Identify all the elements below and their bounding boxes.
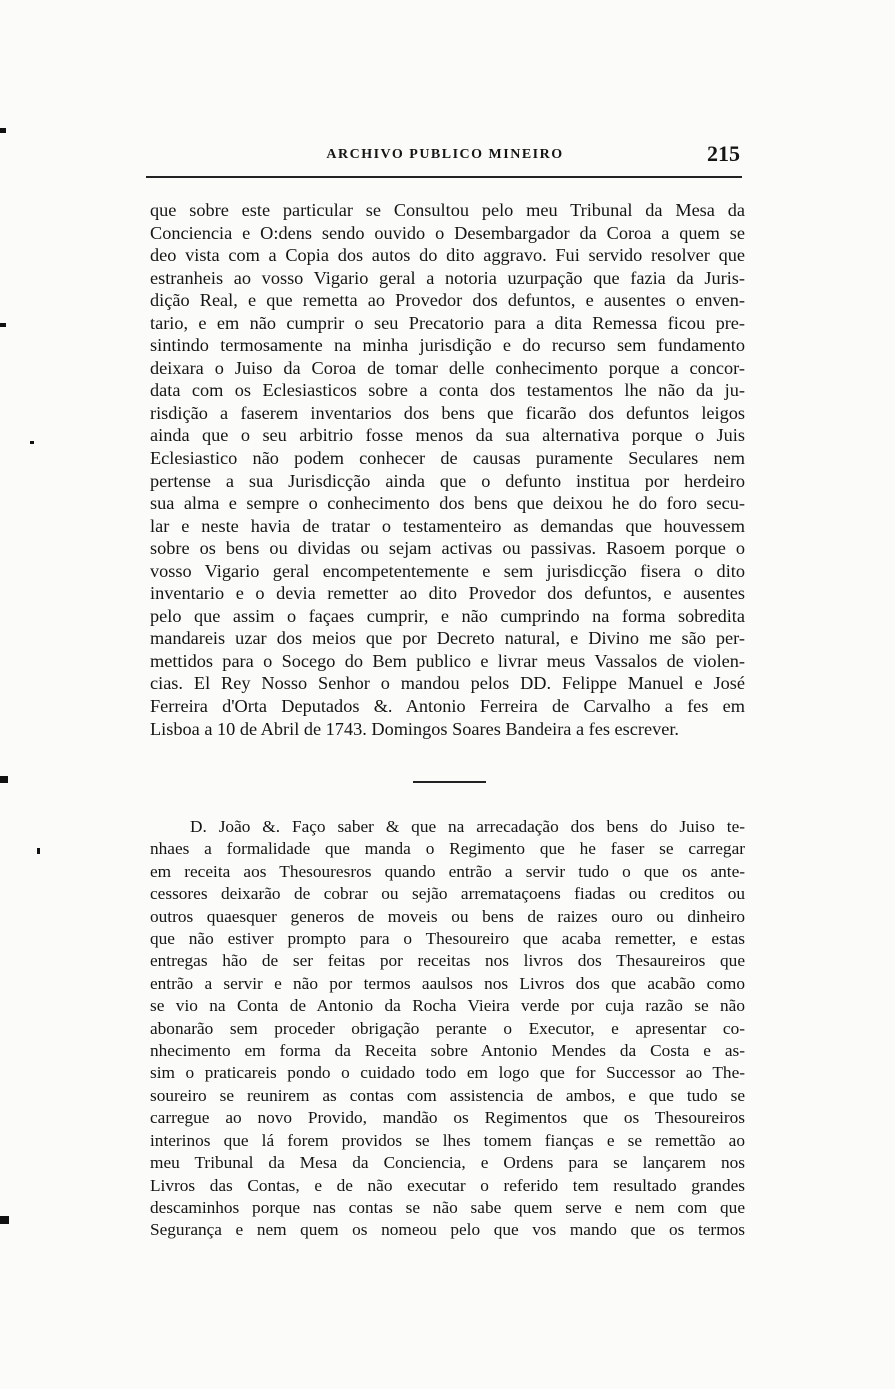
text-line: em receita aos Thesouresros quando entrão a servir tudo o que os ante- bbox=[150, 861, 745, 881]
text-line: entregas hão de ser feitas por receitas nos livros dos Thesaureiros que bbox=[150, 951, 745, 971]
text-line: Lisboa a 10 de Abril de 1743. Domingos Soares Bandeira a fes escrever. bbox=[150, 718, 679, 739]
text-line: Conciencia e O:dens sendo ouvido o Desembargador da Coroa a quem se bbox=[150, 222, 745, 243]
text-line: interinos que lá forem providos se lhes tomem fianças e se remettão ao bbox=[150, 1130, 745, 1150]
text-line: Segurança e nem quem os nomeou pelo que vos mando que os termos bbox=[150, 1220, 745, 1240]
header-rule bbox=[146, 176, 742, 178]
text-line: vosso Vigario geral encompetentemente e sem jurisdicção fisera o dito bbox=[150, 560, 745, 581]
text-line: se vio na Conta de Antonio da Rocha Vieira verde por cuja razão se não bbox=[150, 996, 745, 1016]
text-line: sintindo termosamente na minha jurisdição e do recurso sem fundamento bbox=[150, 335, 745, 356]
text-line: pelo que assim o façaes cumprir, e não cumprindo na forma sobredita bbox=[150, 605, 745, 626]
text-line: deo vista com a Copia dos autos do dito aggravo. Fui servido resolver que bbox=[150, 245, 745, 266]
text-line: Eclesiastico não podem conhecer de causas puramente Seculares nem bbox=[150, 448, 745, 469]
text-line: nhecimento em forma da Receita sobre Antonio Mendes da Costa e as- bbox=[150, 1041, 745, 1061]
scan-edge-mark bbox=[0, 323, 6, 327]
scan-speck bbox=[30, 441, 34, 444]
text-line: Ferreira d'Orta Deputados &. Antonio Ferreira de Carvalho a fes em bbox=[150, 696, 745, 717]
section-separator bbox=[413, 781, 486, 783]
text-line: lar e neste havia de tratar o testamenteiro as demandas que houvessem bbox=[150, 515, 745, 536]
text-line: mettidos para o Socego do Bem publico e livrar meus Vassalos de violen- bbox=[150, 650, 745, 671]
document-text-1 bbox=[150, 199, 745, 740]
text-line: D. João &. Faço saber & que na arrecadação dos bens do Juiso te- bbox=[190, 817, 745, 836]
text-line: estranheis ao vosso Vigario geral a notoria uzurpação que fazia da Juris- bbox=[150, 267, 745, 288]
text-line: abonarão sem proceder obrigação perante o Executor, e apresentar co- bbox=[150, 1018, 745, 1038]
text-line: deixara o Juiso da Coroa de tomar delle conhecimento porque a concor- bbox=[150, 357, 745, 378]
text-line: sobre os bens ou dividas ou sejam activas ou passivas. Rasoem porque o bbox=[150, 538, 745, 559]
scan-edge-mark bbox=[0, 776, 8, 783]
text-line: sua alma e sempre o conhecimento dos bens que deixou he do foro secu- bbox=[150, 493, 745, 514]
text-line: dição Real, e que remetta ao Provedor dos defuntos, e ausentes o enven- bbox=[150, 290, 745, 311]
page-header bbox=[146, 141, 744, 171]
text-line: mandareis uzar dos meios que por Decreto natural, e Divino me são per- bbox=[150, 628, 745, 649]
text-line: tario, e em não cumprir o seu Precatorio para a dita Remessa ficou pre- bbox=[150, 312, 745, 333]
text-line: que sobre este particular se Consultou pelo meu Tribunal da Mesa da bbox=[150, 200, 745, 220]
scan-edge-mark bbox=[0, 128, 6, 133]
text-line: cias. El Rey Nosso Senhor o mandou pelos DD. Felippe Manuel e José bbox=[150, 673, 745, 694]
text-line: outros quaesquer generos de moveis ou bens de raizes ouro ou dinheiro bbox=[150, 906, 745, 926]
text-line: soureiro se reunirem as contas com assistencia de ambos, e que tudo se bbox=[150, 1085, 745, 1105]
text-line: descaminhos porque nas contas se não sabe quem serve e nem com que bbox=[150, 1197, 745, 1217]
scan-edge-mark bbox=[0, 1216, 9, 1224]
text-line: Livros das Contas, e de não executar o referido tem resultado grandes bbox=[150, 1175, 745, 1195]
document-text-2 bbox=[150, 816, 745, 1242]
text-line: pertense a sua Jurisdicção ainda que o defunto institua por herdeiro bbox=[150, 470, 745, 491]
text-line: ainda que o seu arbitrio fosse menos da sua alternativa porque o Juis bbox=[150, 425, 745, 446]
scan-speck bbox=[37, 848, 40, 854]
running-title: ARCHIVO PUBLICO MINEIRO bbox=[326, 147, 564, 162]
text-line: inventario e o devia remetter ao dito Provedor dos defuntos, e ausentes bbox=[150, 583, 745, 604]
text-line: sim o praticareis pondo o cuidado todo em logo que for Successor ao The- bbox=[150, 1063, 745, 1083]
text-line: que não estiver prompto para o Thesoureiro que acaba remetter, e estas bbox=[150, 929, 745, 949]
text-line: risdição a faserem inventarios dos bens que ficarão dos defuntos leigos bbox=[150, 402, 745, 423]
page-number: 215 bbox=[707, 141, 740, 166]
text-line: meu Tribunal da Mesa da Conciencia, e Ordens para se lançarem nos bbox=[150, 1153, 745, 1173]
text-line: carregue ao novo Provido, mandão os Regimentos que os Thesoureiros bbox=[150, 1108, 745, 1128]
text-line: entrão a servir e não por termos aaulsos nos Livros dos que acabão como bbox=[150, 973, 745, 993]
text-line: cessores deixarão de cobrar ou sejão arremataçoens fiadas ou creditos ou bbox=[150, 884, 745, 904]
text-line: nhaes a formalidade que manda o Regimento que he faser se carregar bbox=[150, 839, 745, 859]
text-line: data com os Eclesiasticos sobre a conta dos testamentos lhe não da ju- bbox=[150, 380, 745, 401]
